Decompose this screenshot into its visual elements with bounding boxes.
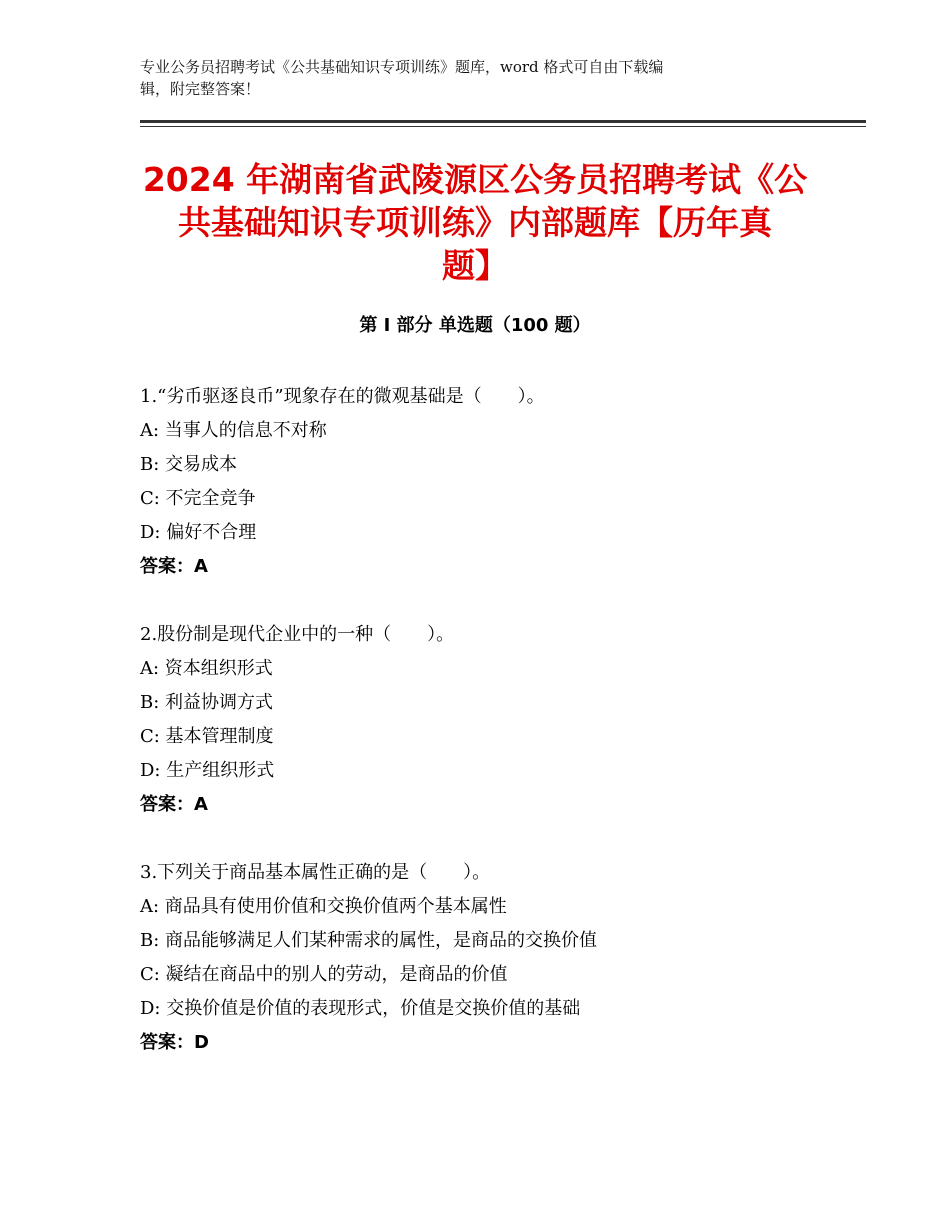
question-stem: 3.下列关于商品基本属性正确的是（ ）。 <box>140 862 491 883</box>
title-line-3: 题】 <box>442 246 508 285</box>
option-d: D: 偏好不合理 <box>140 522 257 543</box>
option-a: A: 资本组织形式 <box>140 658 273 679</box>
option-b: B: 交易成本 <box>140 454 238 475</box>
header-note-line-2: 辑，附完整答案！ <box>140 80 261 98</box>
header-divider-thin <box>140 126 866 127</box>
option-d: D: 交换价值是价值的表现形式，价值是交换价值的基础 <box>140 998 581 1019</box>
option-c: C: 基本管理制度 <box>140 726 274 747</box>
option-a: A: 当事人的信息不对称 <box>140 420 327 441</box>
question-3 <box>140 860 860 1064</box>
question-2 <box>140 622 860 826</box>
answer-label: 答案：A <box>140 794 208 815</box>
option-d: D: 生产组织形式 <box>140 760 275 781</box>
header-divider-thick <box>140 120 866 123</box>
title-line-1: 2024 年湖南省武陵源区公务员招聘考试《公 <box>142 160 808 199</box>
option-a: A: 商品具有使用价值和交换价值两个基本属性 <box>140 896 507 917</box>
question-stem: 1.“劣币驱逐良币”现象存在的微观基础是（ ）。 <box>140 386 545 407</box>
option-c: C: 凝结在商品中的别人的劳动，是商品的价值 <box>140 964 508 985</box>
question-1 <box>140 384 860 588</box>
section-heading: 第 I 部分 单选题（100 题） <box>359 315 591 336</box>
option-b: B: 商品能够满足人们某种需求的属性，是商品的交换价值 <box>140 930 598 951</box>
title-line-2: 共基础知识专项训练》内部题库【历年真 <box>178 203 772 242</box>
question-stem: 2.股份制是现代企业中的一种（ ）。 <box>140 624 455 645</box>
header-note <box>140 56 820 100</box>
header-note-line-1: 专业公务员招聘考试《公共基础知识专项训练》题库，word 格式可自由下载编 <box>140 58 664 76</box>
answer-label: 答案：D <box>140 1032 209 1053</box>
document-title <box>130 158 820 287</box>
option-b: B: 利益协调方式 <box>140 692 274 713</box>
question-list <box>140 384 860 1098</box>
option-c: C: 不完全竞争 <box>140 488 256 509</box>
answer-label: 答案：A <box>140 556 208 577</box>
